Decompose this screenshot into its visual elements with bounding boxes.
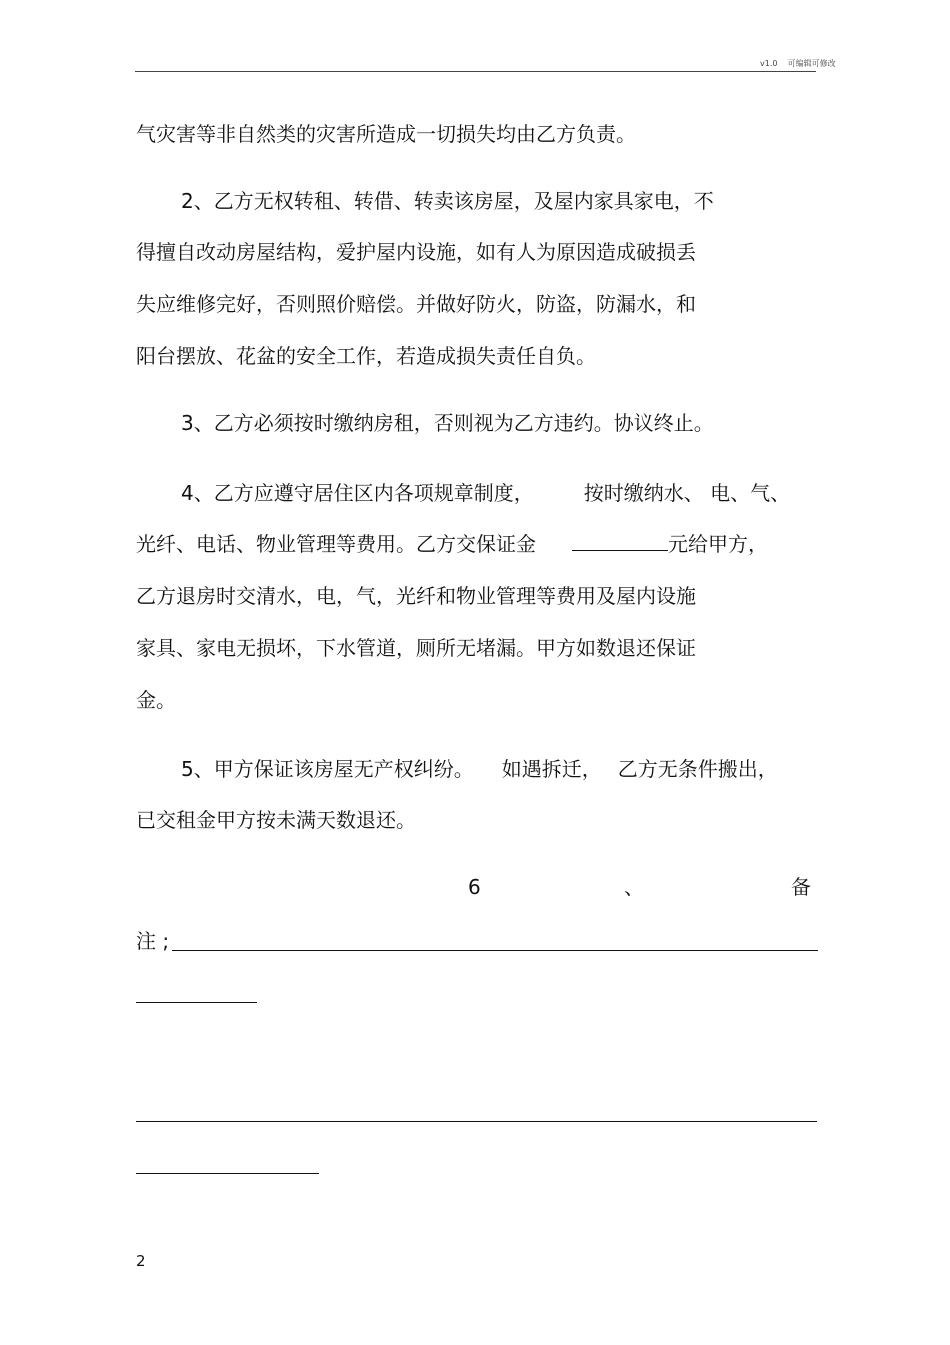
remarks-label: 备 bbox=[791, 875, 811, 899]
remarks-blank-line bbox=[136, 1121, 817, 1122]
header-version bbox=[760, 58, 836, 69]
text-segment: 4、乙方应遵守居住区内各项规章制度， bbox=[181, 481, 534, 505]
paragraph-line: 得擅自改动房屋结构，爱护屋内设施，如有人为原因造成破损丢 bbox=[136, 240, 696, 264]
text-segment: 按时缴纳水、 电、气、 bbox=[583, 481, 791, 505]
text-segment: 5、甲方保证该房屋无产权纠纷。 bbox=[181, 757, 474, 781]
item-separator: 、 bbox=[624, 875, 644, 899]
paragraph-line: 2、乙方无权转租、转借、转卖该房屋，及屋内家具家电，不 bbox=[181, 189, 714, 213]
text-segment: 乙方无条件搬出， bbox=[617, 757, 778, 781]
paragraph-line bbox=[136, 530, 768, 558]
deposit-amount-blank bbox=[572, 530, 668, 551]
paragraph-line: 家具、家电无损坏，下水管道，厕所无堵漏。甲方如数退还保证 bbox=[136, 636, 696, 660]
paragraph-line: 金。 bbox=[136, 688, 176, 712]
version-label: v1.0 bbox=[760, 59, 778, 68]
text-segment: 如遇拆迁， bbox=[501, 757, 602, 781]
paragraph-line: 3、乙方必须按时缴纳房租，否则视为乙方违约。协议终止。 bbox=[181, 411, 714, 435]
remarks-blank-line bbox=[136, 1002, 257, 1003]
text-segment: 元给甲方， bbox=[668, 532, 768, 556]
page-number: 2 bbox=[136, 1252, 146, 1270]
paragraph-line: 乙方退房时交清水，电，气，光纤和物业管理等费用及屋内设施 bbox=[136, 584, 696, 608]
remarks-blank-line bbox=[172, 950, 818, 951]
header-rule bbox=[135, 71, 816, 72]
paragraph-line: 阳台摆放、花盆的安全工作，若造成损失责任自负。 bbox=[136, 344, 596, 368]
paragraph-line: 已交租金甲方按未满天数退还。 bbox=[136, 808, 416, 832]
text-segment: 光纤、电话、物业管理等费用。乙方交保证金 bbox=[136, 532, 536, 556]
paragraph-line: 气灾害等非自然类的灾害所造成一切损失均由乙方负责。 bbox=[136, 122, 636, 146]
remarks-blank-line bbox=[136, 1173, 319, 1174]
paragraph-line bbox=[181, 755, 778, 783]
editable-note: 可编辑可修改 bbox=[787, 59, 836, 68]
paragraph-line: 注 ; bbox=[136, 929, 170, 953]
paragraph-line: 失应维修完好，否则照价赔偿。并做好防火，防盗，防漏水，和 bbox=[136, 292, 696, 316]
paragraph-line bbox=[181, 479, 790, 507]
item-number: 6 bbox=[468, 875, 481, 899]
